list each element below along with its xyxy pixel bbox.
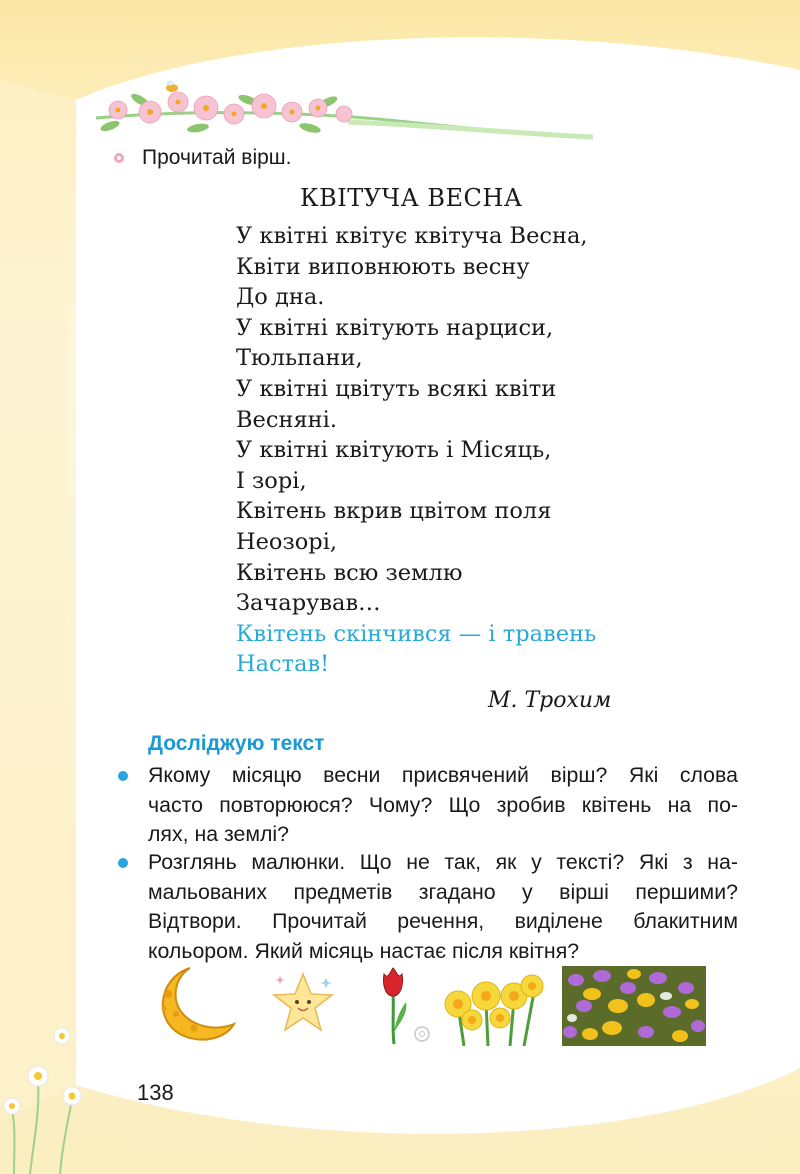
chamomile-decoration — [0, 1020, 130, 1174]
question-bullet — [148, 761, 738, 850]
bullet-line: лях, на землі? — [148, 822, 289, 846]
poem-author: М. Трохим — [488, 688, 612, 713]
poem-title: КВІТУЧА ВЕСНА — [300, 184, 523, 212]
poem-line: І зорі, — [236, 467, 307, 494]
poem-line: Квітень вкрив цвітом поля — [236, 498, 552, 525]
red-tulip-icon — [372, 966, 434, 1046]
poem-line: У квітні квітують нарциси, — [236, 314, 554, 341]
bullet-line: кольором. Який місяць настає після квітня? — [148, 938, 580, 963]
bullet-line: Розглянь малюнки. Що не так, як у тексті? Які з на- — [148, 850, 738, 874]
blue-dot-bullet-icon — [118, 771, 128, 781]
page-number: 138 — [137, 1080, 174, 1105]
reading-instruction — [114, 146, 291, 170]
poem-line: У квітні квітує квітуча Весна, — [236, 223, 588, 249]
question-bullet — [148, 848, 738, 966]
blue-dot-bullet-icon — [118, 858, 128, 868]
bullet-line: Якому місяцю весни присвячений вірш? Які слова — [148, 763, 738, 787]
bullet-line: часто повторююся? Чому? Що зробив квітень на по- — [148, 792, 738, 817]
poem-line: Квітень всю землю — [236, 559, 463, 586]
poem-line: У квітні цвітуть всякі квіти — [236, 375, 557, 402]
pink-ring-bullet-icon — [114, 153, 124, 163]
poem-line: У квітні квітують і Місяць, — [236, 437, 552, 464]
poem-line: До дна. — [236, 284, 325, 311]
poem-line: Неозорі, — [236, 528, 338, 555]
poem-line-highlighted: Квітень скінчився — і травень — [236, 620, 597, 647]
daffodils-icon — [438, 966, 544, 1046]
section-heading: Досліджую текст — [148, 732, 325, 755]
poem-line: Квіти виповнюють весну — [236, 253, 530, 280]
crescent-moon-icon — [150, 964, 242, 1044]
poem-line: Тюльпани, — [236, 345, 363, 372]
bullet-line: Відтвори. Прочитай речення, виділене блакитним — [148, 909, 738, 933]
crocuses-photo — [562, 966, 706, 1046]
poem-line-highlighted: Настав! — [236, 651, 330, 678]
poem-line: Весняні. — [236, 406, 337, 433]
bee-icon — [166, 81, 178, 93]
prompt-text: Прочитай вірш. — [142, 146, 292, 169]
blossom-branch-decoration — [88, 78, 608, 144]
poem-body — [236, 221, 596, 680]
poem-line: Зачарував… — [236, 590, 381, 617]
bullet-line: мальованих предметів згадано у вірші першими? — [148, 879, 738, 904]
smiling-star-icon — [270, 970, 336, 1036]
